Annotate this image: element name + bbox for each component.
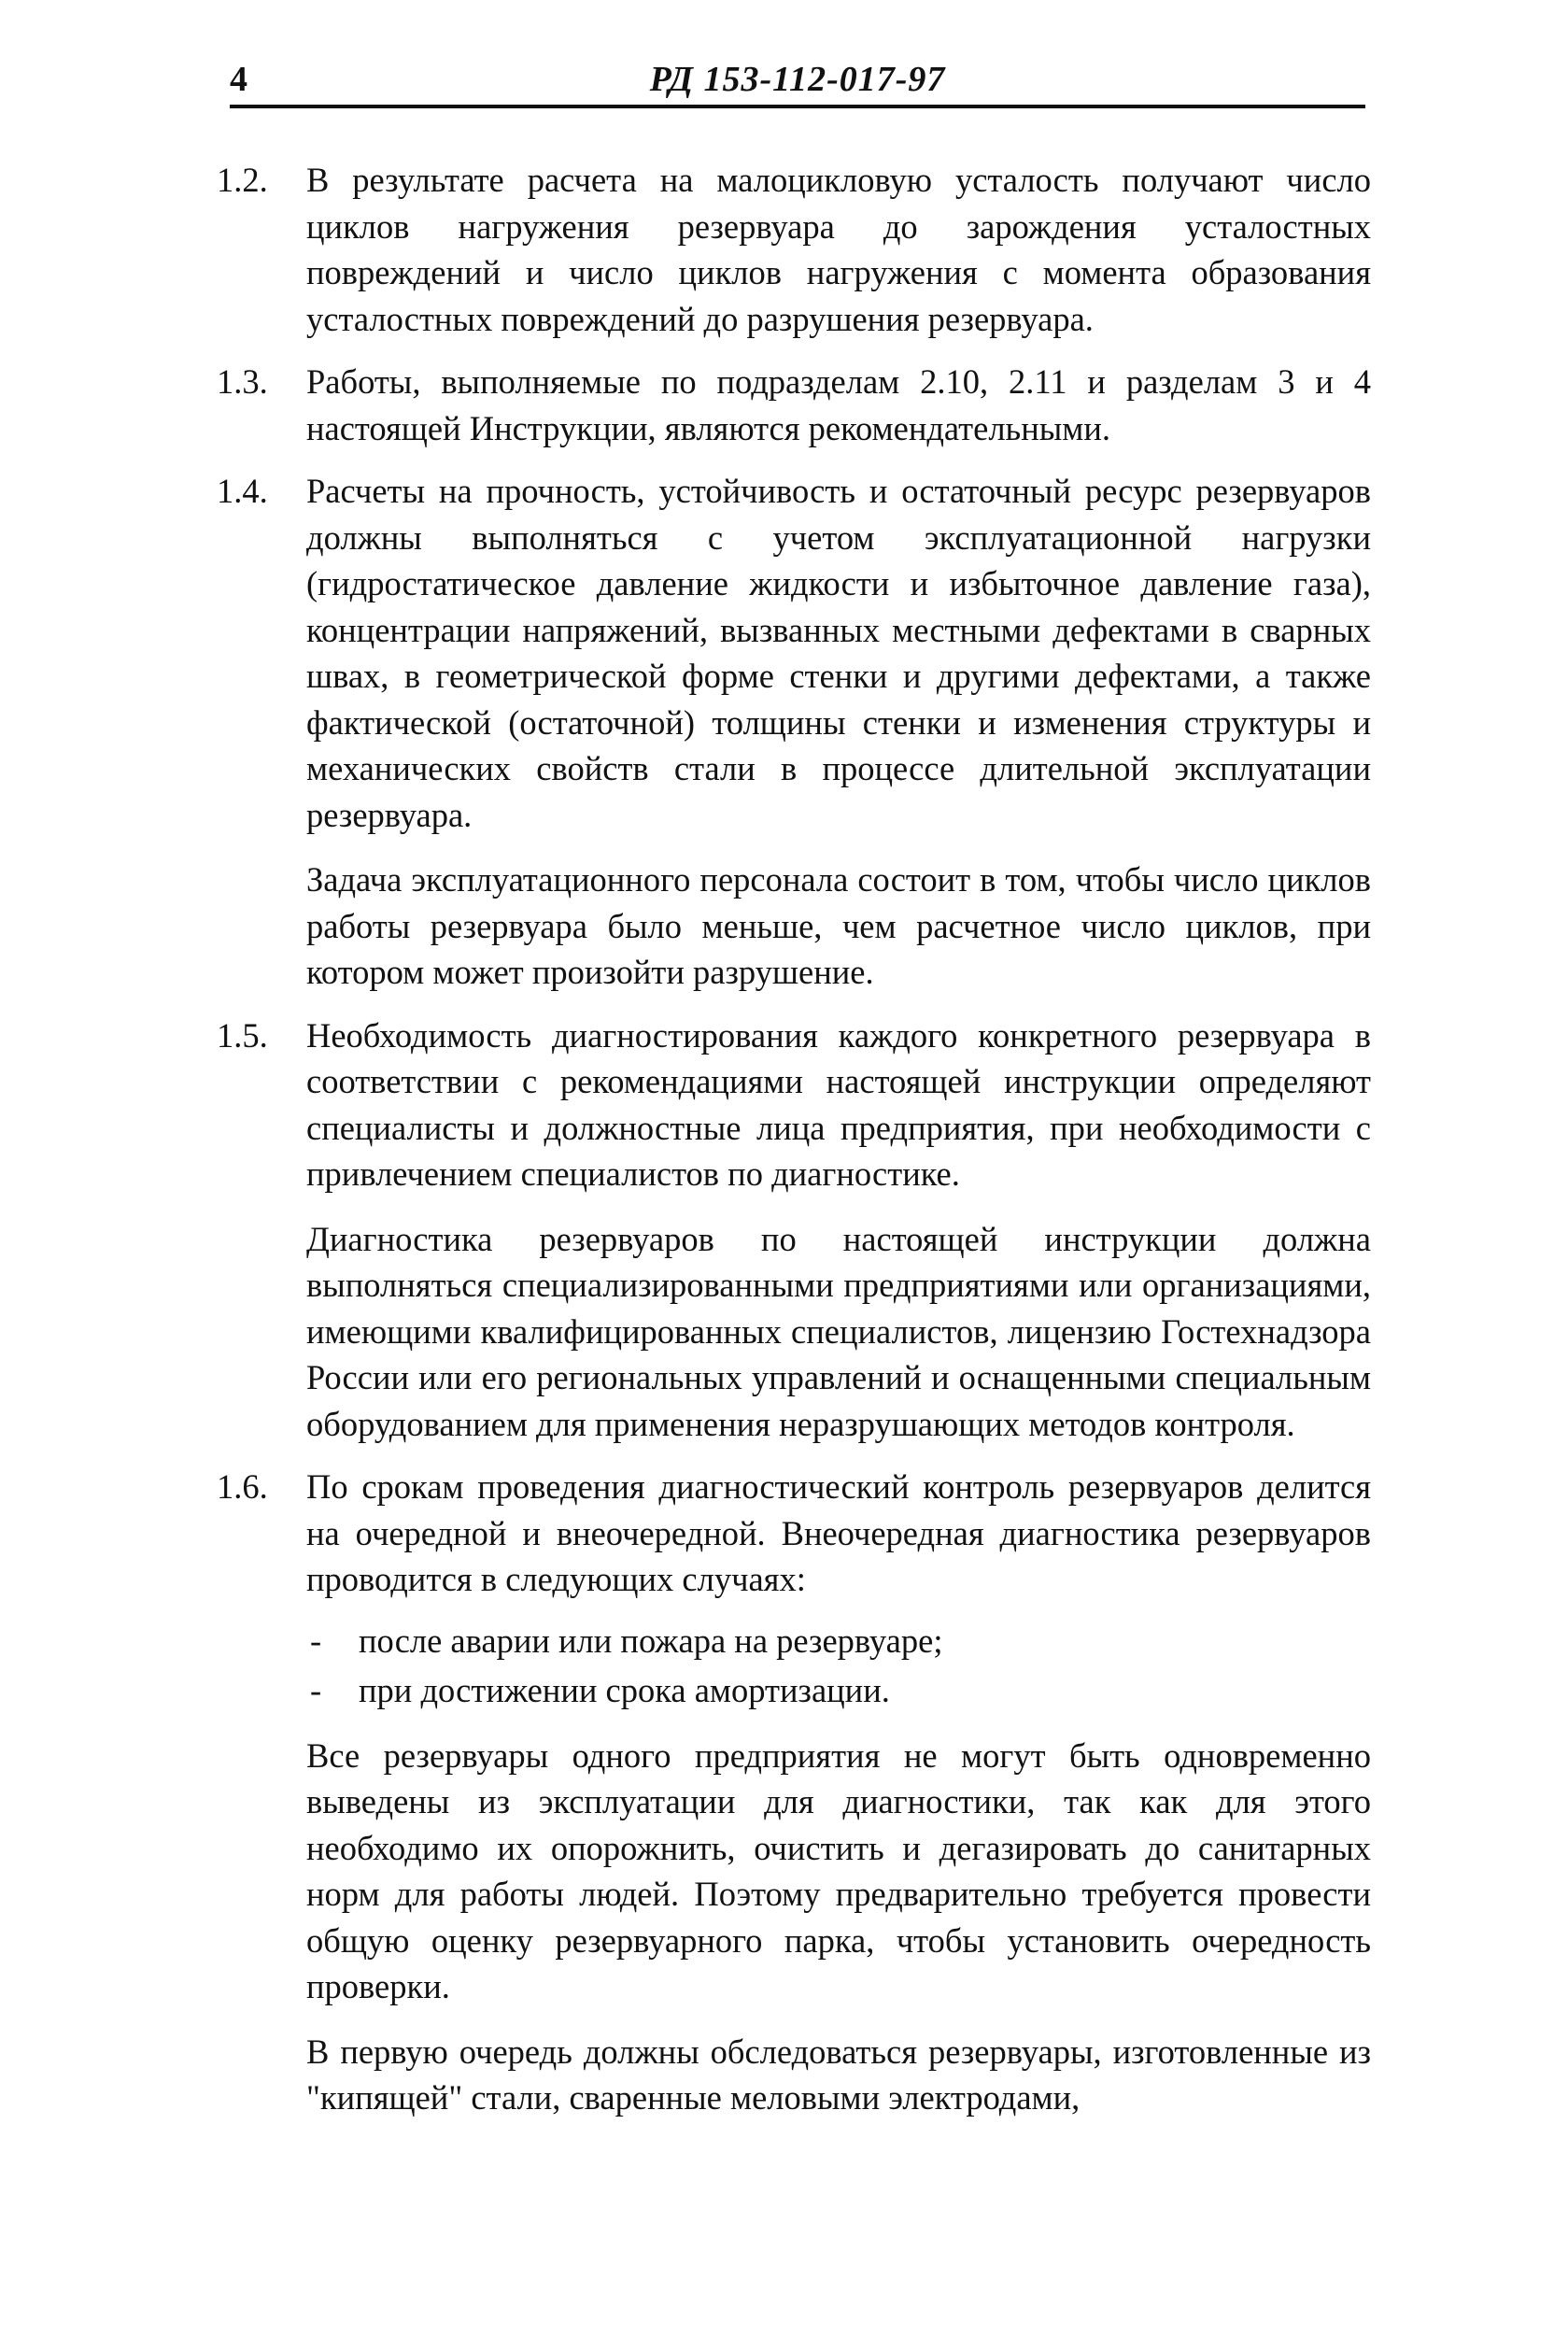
list-item-text: при достижении срока амортизации. — [359, 1671, 890, 1709]
document-code: РД 153-112-017-97 — [649, 60, 946, 99]
paragraph: Все резервуары одного предприятия не могут быть одновременно выведены из эксплуатации для диагностики, так как для этого необходимо их опорожнить, очистить и дегазировать до санитарных норм для работы людей. Поэтому предварительно требуется провести общую оценку резервуарного парка, чтобы установить очередность проверки. — [306, 1735, 1371, 2005]
case-list — [306, 1618, 1371, 1714]
section-body — [306, 468, 1371, 996]
paragraph: По срокам проведения диагностический контроль резервуаров делится на очередной и внеочередной. Внеочередная диагностика резервуаров проводится в следующих случаях: — [306, 1467, 1371, 1598]
bullet-dash: - — [310, 1621, 322, 1660]
paragraph: В первую очередь должны обследоваться резервуары, изготовленные из "кипящей" стали, сваренные меловыми электродами, — [306, 2032, 1371, 2117]
section-1-4 — [217, 468, 1371, 996]
section-body — [306, 157, 1371, 342]
page-header — [230, 58, 1365, 108]
section-1-6 — [217, 1464, 1371, 2121]
bullet-dash: - — [310, 1671, 322, 1709]
paragraph: Диагностика резервуаров по настоящей инструкции должна выполняться специализированными предприятиями или организациями, имеющими квалифицированных специалистов, лицензию Гостехнадзора России или его региональных управлений и оснащенными специальным оборудованием для применения неразрушающих методов контроля. — [306, 1219, 1371, 1443]
page-number: 4 — [230, 60, 247, 99]
section-number: 1.2. — [217, 161, 268, 199]
section-body — [306, 1464, 1371, 2121]
document-body — [217, 157, 1371, 2121]
paragraph: Необходимость диагностирования каждого конкретного резервуара в соответствии с рекомендациями настоящей инструкции определяют специалисты и должностные лица предприятия, при необходимости с привлечением специалистов по диагностике. — [306, 1015, 1371, 1193]
section-1-2 — [217, 157, 1371, 342]
paragraph: Расчеты на прочность, устойчивость и остаточный ресурс резервуаров должны выполняться с учетом эксплуатационной нагрузки (гидростатическое давление жидкости и избыточное давление газа), концентрации напряжений, вызванных местными дефектами в сварных швах, в геометрической форме стенки и другими дефектами, а также фактической (остаточной) толщины стенки и изменения структуры и механических свойств стали в процессе длительной эксплуатации резервуара. — [306, 472, 1371, 834]
section-1-5 — [217, 1013, 1371, 1448]
section-number: 1.6. — [217, 1467, 268, 1506]
paragraph: В результате расчета на малоцикловую усталость получают число циклов нагружения резервуара до зарождения усталостных повреждений и число циклов нагружения с момента образования усталостных повреждений до разрушения резервуара. — [306, 161, 1371, 338]
section-number: 1.4. — [217, 472, 268, 510]
section-1-3 — [217, 359, 1371, 451]
list-item-text: после аварии или пожара на резервуаре; — [359, 1621, 943, 1660]
section-number: 1.5. — [217, 1015, 268, 1055]
section-number: 1.3. — [217, 362, 268, 401]
list-item — [306, 1618, 1371, 1664]
paragraph: Работы, выполняемые по подразделам 2.10, 2.11 и разделам 3 и 4 настоящей Инструкции, являются рекомендательными. — [306, 362, 1371, 447]
list-item — [306, 1667, 1371, 1714]
paragraph: Задача эксплуатационного персонала состоит в том, чтобы число циклов работы резервуара было меньше, чем расчетное число циклов, при котором может произойти разрушение. — [306, 860, 1371, 991]
section-body — [306, 359, 1371, 451]
section-body — [306, 1013, 1371, 1448]
header-rule — [230, 105, 1365, 108]
